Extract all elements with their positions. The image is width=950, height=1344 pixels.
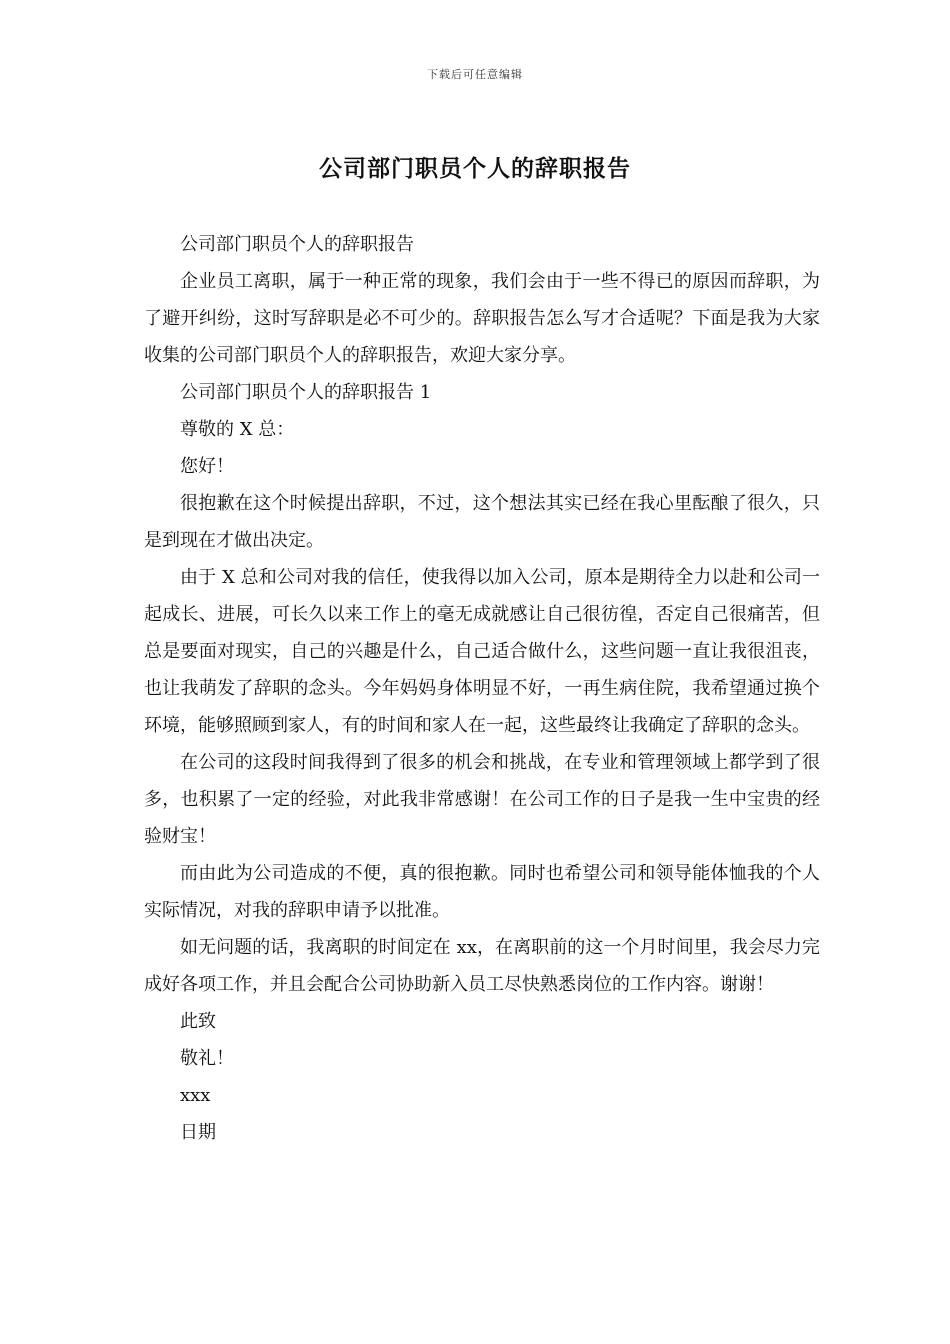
paragraph-salutation: 尊敬的 X 总： [180,419,295,440]
paragraph-closing: 此致 [180,1011,216,1032]
paragraph-body: 如无问题的话，我离职的时间定在 xx，在离职前的这一个月时间里，我会尽力完成好各项工作，并且会配合公司协助新入员工尽快熟悉岗位的工作内容。谢谢！ [144,937,820,995]
header-note: 下载后可任意编辑 [427,68,523,81]
paragraph-signature: xxx [180,1085,211,1106]
paragraph-body: 很抱歉在这个时候提出辞职，不过，这个想法其实已经在我心里酝酿了很久，只是到现在才做出决定。 [144,493,820,551]
paragraph-body: 由于 X 总和公司对我的信任，使我得以加入公司，原本是期待全力以赴和公司一起成长、进展，可长久以来工作上的毫无成就感让自己很彷徨，否定自己很痛苦，但总是要面对现实，自己的兴趣是什么，自己适合做什么，这些问题一直让我很沮丧，也让我萌发了辞职的念头。今年妈妈身体明显不好，一再生病住院，我希望通过换个环境，能够照顾到家人，有的时间和家人在一起，这些最终让我确定了辞职的念头。 [144,567,820,736]
document-body [144,226,820,1151]
paragraph-greeting: 您好！ [180,456,234,477]
document-title: 公司部门职员个人的辞职报告 [319,155,631,182]
paragraph-date: 日期 [180,1122,216,1143]
paragraph-intro: 企业员工离职，属于一种正常的现象，我们会由于一些不得已的原因而辞职，为了避开纠纷，这时写辞职是必不可少的。辞职报告怎么写才合适呢？下面是我为大家收集的公司部门职员个人的辞职报告，欢迎大家分享。 [144,271,820,366]
paragraph-section-heading: 公司部门职员个人的辞职报告 1 [180,382,432,403]
paragraph-closing-salute: 敬礼！ [180,1048,234,1069]
paragraph-subtitle: 公司部门职员个人的辞职报告 [180,234,414,255]
paragraph-body: 在公司的这段时间我得到了很多的机会和挑战，在专业和管理领域上都学到了很多，也积累了一定的经验，对此我非常感谢！在公司工作的日子是我一生中宝贵的经验财宝！ [144,752,820,847]
paragraph-body: 而由此为公司造成的不便，真的很抱歉。同时也希望公司和领导能体恤我的个人实际情况，对我的辞职申请予以批准。 [144,863,820,921]
